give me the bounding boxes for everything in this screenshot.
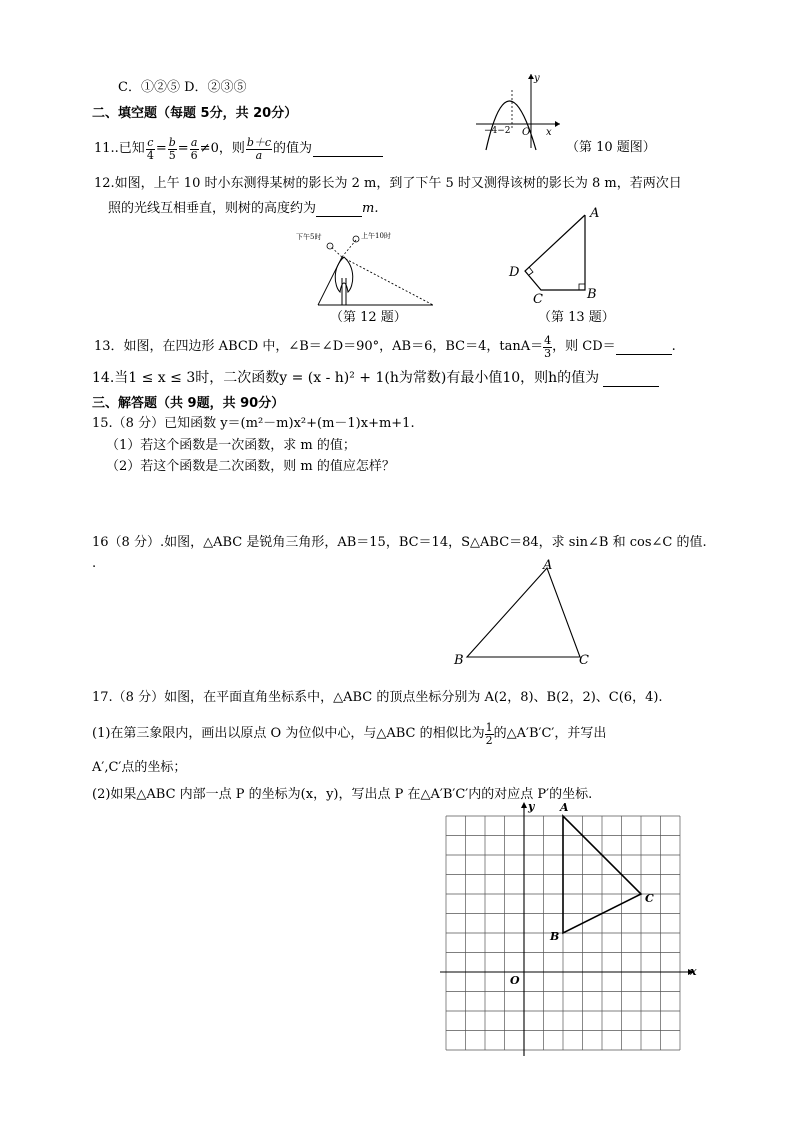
q13-text-a: 13．如图，在四边形 ABCD 中，∠B＝∠D＝90°，AB＝6，BC＝4，tanA＝	[94, 339, 544, 355]
q17-label-origin: O	[510, 974, 520, 987]
q12-tree-shadow-figure	[296, 228, 446, 310]
q17-label-x: x	[690, 965, 697, 978]
y-axis-arrow	[521, 802, 527, 808]
q12-unit: m.	[362, 201, 379, 216]
q13-caption: （第 13 题）	[538, 310, 615, 325]
q10-y-label: y	[534, 73, 540, 84]
q14-answer-blank	[603, 372, 659, 387]
q11-eq2: =	[177, 141, 189, 157]
q10-choices: C．①②⑤ D．②③⑤	[118, 80, 247, 95]
q13-label-a: A	[590, 206, 600, 221]
q17-part1b: 的△A′B′C′，并写出	[493, 726, 607, 742]
q11-line	[94, 132, 383, 166]
section3-title: 三、解答题（共 9题，共 90分）	[92, 396, 285, 411]
q11-suffix: 的值为	[273, 141, 313, 157]
q11-frac-bc-a: $\frac{b+c}{a}$	[246, 135, 272, 162]
q14-line	[92, 370, 659, 387]
q17-stem: 17.（8 分）如图，在平面直角坐标系中，△ABC 的顶点坐标分别为 A(2，8)、B(2，2)、C(6，4).	[92, 690, 663, 705]
q10-caption: （第 10 题图）	[566, 140, 656, 155]
q10-x-label: x	[546, 127, 552, 138]
section2-title: 二、填空题（每题 5分，共 20分）	[92, 106, 298, 121]
q16-label-c: C	[579, 653, 589, 668]
q13-label-b: B	[587, 287, 597, 302]
q12-line1: 12.如图，上午 10 时小东测得某树的影长为 2 m，到了下午 5 时又测得该树的影长为 8 m，若两次日	[94, 176, 682, 191]
q12-line2-wrap	[108, 201, 378, 217]
q12-sun-right-label: 上午10时	[361, 232, 391, 240]
q11-frac-b5: $\frac{b}{5}$	[168, 135, 176, 162]
q12-answer-blank	[316, 202, 362, 217]
q11-frac-c4: $\frac{c}{4}$	[146, 135, 154, 162]
q13-answer-blank	[616, 340, 672, 355]
q16-triangle-figure	[450, 558, 600, 670]
q13-quadrilateral-figure	[505, 204, 605, 307]
q10-tick-labels: −4−2	[484, 126, 511, 136]
q12-sun-left-label: 下午5时	[296, 233, 322, 241]
q11-answer-blank	[313, 142, 383, 157]
q16-label-b: B	[454, 653, 464, 668]
q13-frac: $\frac{4}{3}$	[544, 333, 552, 360]
q16-label-a: A	[543, 558, 553, 573]
q17-part1a: (1)在第三象限内，画出以原点 O 为位似中心，与△ABC 的相似比为	[92, 726, 485, 742]
q17-label-c: C	[645, 892, 654, 905]
q14-text: 14.当1 ≤ x ≤ 3时，二次函数y = (x - h)² + 1(h为常数)有最小值10，则h的值为	[92, 370, 600, 386]
q17-part1-line	[92, 716, 606, 752]
q13-text-b: ，则 CD＝	[552, 339, 616, 355]
q15-part2: （2）若这个函数是二次函数，则 m 的值应怎样？	[106, 459, 395, 474]
q10-origin-label: O	[522, 127, 531, 138]
q13-label-d: D	[509, 265, 520, 280]
q13-line	[94, 329, 676, 365]
q17-part1c: A′,C′点的坐标；	[92, 760, 187, 775]
q17-label-a: A	[560, 801, 569, 814]
q12-caption: （第 12 题）	[330, 310, 407, 325]
sun-morning-icon	[353, 236, 359, 242]
q11-eq1: =	[155, 141, 167, 157]
q15-stem: 15.（8 分）已知函数 y＝(m²－m)x²+(m－1)x+m+1.	[92, 416, 415, 431]
q12-line2: 照的光线互相垂直，则树的高度约为	[108, 201, 317, 216]
q11-frac-a6: $\frac{a}{6}$	[190, 135, 198, 162]
q11-prefix: 11..已知	[94, 141, 145, 157]
q17-label-y: y	[528, 800, 535, 813]
q13-end: .	[671, 339, 676, 355]
q13-label-c: C	[533, 292, 543, 307]
q10-parabola-figure	[476, 70, 566, 150]
q17-coordinate-grid	[436, 800, 706, 1060]
q16-dot: .	[92, 556, 97, 571]
q11-neq: ≠0，则	[199, 141, 245, 157]
q16-stem: 16（8 分）.如图，△ABC 是锐角三角形，AB＝15，BC＝14，S△ABC＝84，求 sin∠B 和 cos∠C 的值.	[92, 535, 707, 550]
q17-frac: $\frac{1}{2}$	[485, 720, 493, 747]
q17-part2: (2)如果△ABC 内部一点 P 的坐标为(x，y)，写出点 P 在△A′B′C′内的对应点 P′的坐标.	[92, 787, 593, 802]
q15-part1: （1）若这个函数是一次函数，求 m 的值；	[106, 438, 356, 453]
q17-label-b: B	[550, 930, 560, 943]
